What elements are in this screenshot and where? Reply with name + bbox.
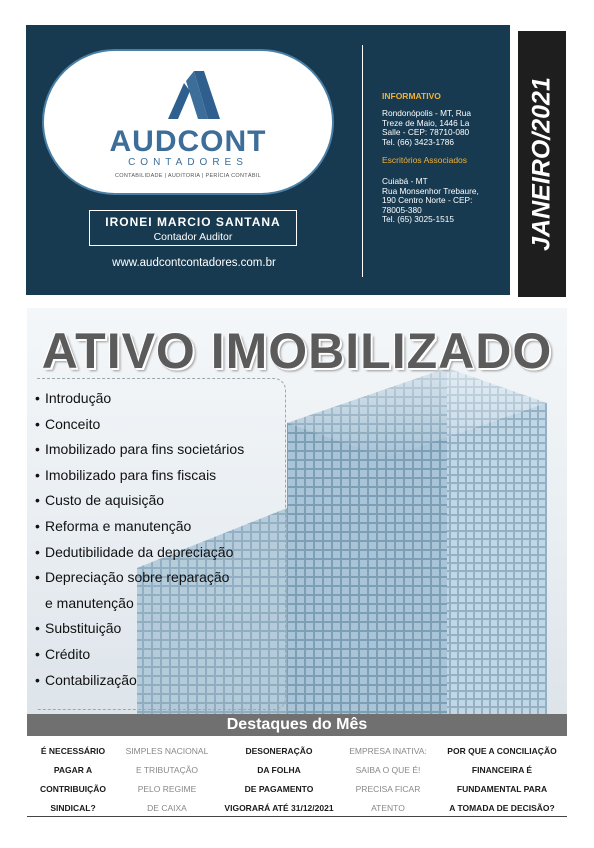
address-line: Rua Monsenhor Trebaure, [382, 185, 479, 196]
highlight-item[interactable]: EMPRESA INATIVA: SAIBA O QUE É! PRECISA FICAR ATENTO [349, 746, 427, 813]
highlight-item[interactable]: É NECESSÁRIO PAGAR A CONTRIBUIÇÃO SINDICAL? [39, 746, 107, 813]
list-item-continuation: e manutenção [45, 594, 134, 611]
topic-list [35, 386, 285, 693]
highlight-item[interactable]: DESONERAÇÃO DA FOLHA DE PAGAMENTO VIGORARÁ ATÉ 31/12/2021 [224, 746, 334, 813]
office-cuiaba [382, 177, 500, 225]
logo-subtitle: CONTADORES [128, 157, 248, 168]
office-rondonopolis [382, 109, 500, 147]
address-line: Salle - CEP: 78710-080 [382, 127, 470, 138]
month-tab [518, 31, 566, 297]
person-name: IRONEI MARCIO SANTANA [105, 215, 281, 229]
address-line: 190 Centro Norte - CEP: [382, 195, 473, 206]
list-item: • Introdução [35, 390, 112, 406]
list-item: • Substituição [35, 620, 122, 637]
header-panel [26, 25, 510, 295]
phone-line: Tel. (65) 3025-1515 [382, 214, 454, 225]
logo-badge [42, 49, 334, 195]
header-divider [362, 45, 363, 277]
highlights-row [27, 736, 567, 818]
cover-image [27, 308, 567, 714]
list-item: • Imobilizado para fins societários [35, 441, 245, 458]
list-item: • Depreciação sobre reparação [35, 569, 230, 586]
list-item: • Dedutibilidade da depreciação [35, 543, 234, 560]
website-link[interactable]: www.audcontcontadores.com.br [112, 257, 276, 269]
cover-title: ATIVO IMOBILIZADO [41, 323, 553, 379]
highlight-item[interactable]: SIMPLES NACIONAL E TRIBUTAÇÃO PELO REGIME DE CAIXA [125, 746, 209, 813]
person-role: Contador Auditor [153, 231, 233, 243]
associated-offices-title: Escritórios Associados [382, 155, 468, 165]
address-line: 78005-380 [382, 204, 422, 215]
issue-month: JANEIRO/2021 [527, 77, 556, 251]
list-item: • Custo de aquisição [35, 492, 165, 509]
logo-tagline: CONTABILIDADE | AUDITORIA | PERÍCIA CONTÁBIL [114, 173, 262, 179]
info-title: INFORMATIVO [382, 91, 441, 101]
logo-name: AUDCONT [109, 125, 267, 158]
list-item: • Imobilizado para fins fiscais [35, 466, 217, 483]
highlight-item[interactable]: POR QUE A CONCILIAÇÃO FINANCEIRA É FUNDAMENTAL PARA A TOMADA DE DECISÃO? [447, 746, 557, 813]
list-item: • Conceito [35, 415, 101, 432]
phone-line: Tel. (66) 3423-1786 [382, 136, 454, 147]
name-box [89, 210, 297, 246]
address-line: Cuiabá - MT [382, 176, 428, 186]
list-item: • Crédito [35, 645, 91, 662]
bottom-rule [27, 816, 567, 817]
highlights-title: Destaques do Mês [27, 714, 567, 736]
list-item: • Contabilização [35, 671, 137, 688]
audcont-logo-icon [164, 69, 224, 121]
address-line: Treze de Maio, 1446 La [382, 117, 470, 128]
address-line: Rondonópolis - MT, Rua [382, 108, 472, 118]
list-item: • Reforma e manutenção [35, 517, 192, 534]
